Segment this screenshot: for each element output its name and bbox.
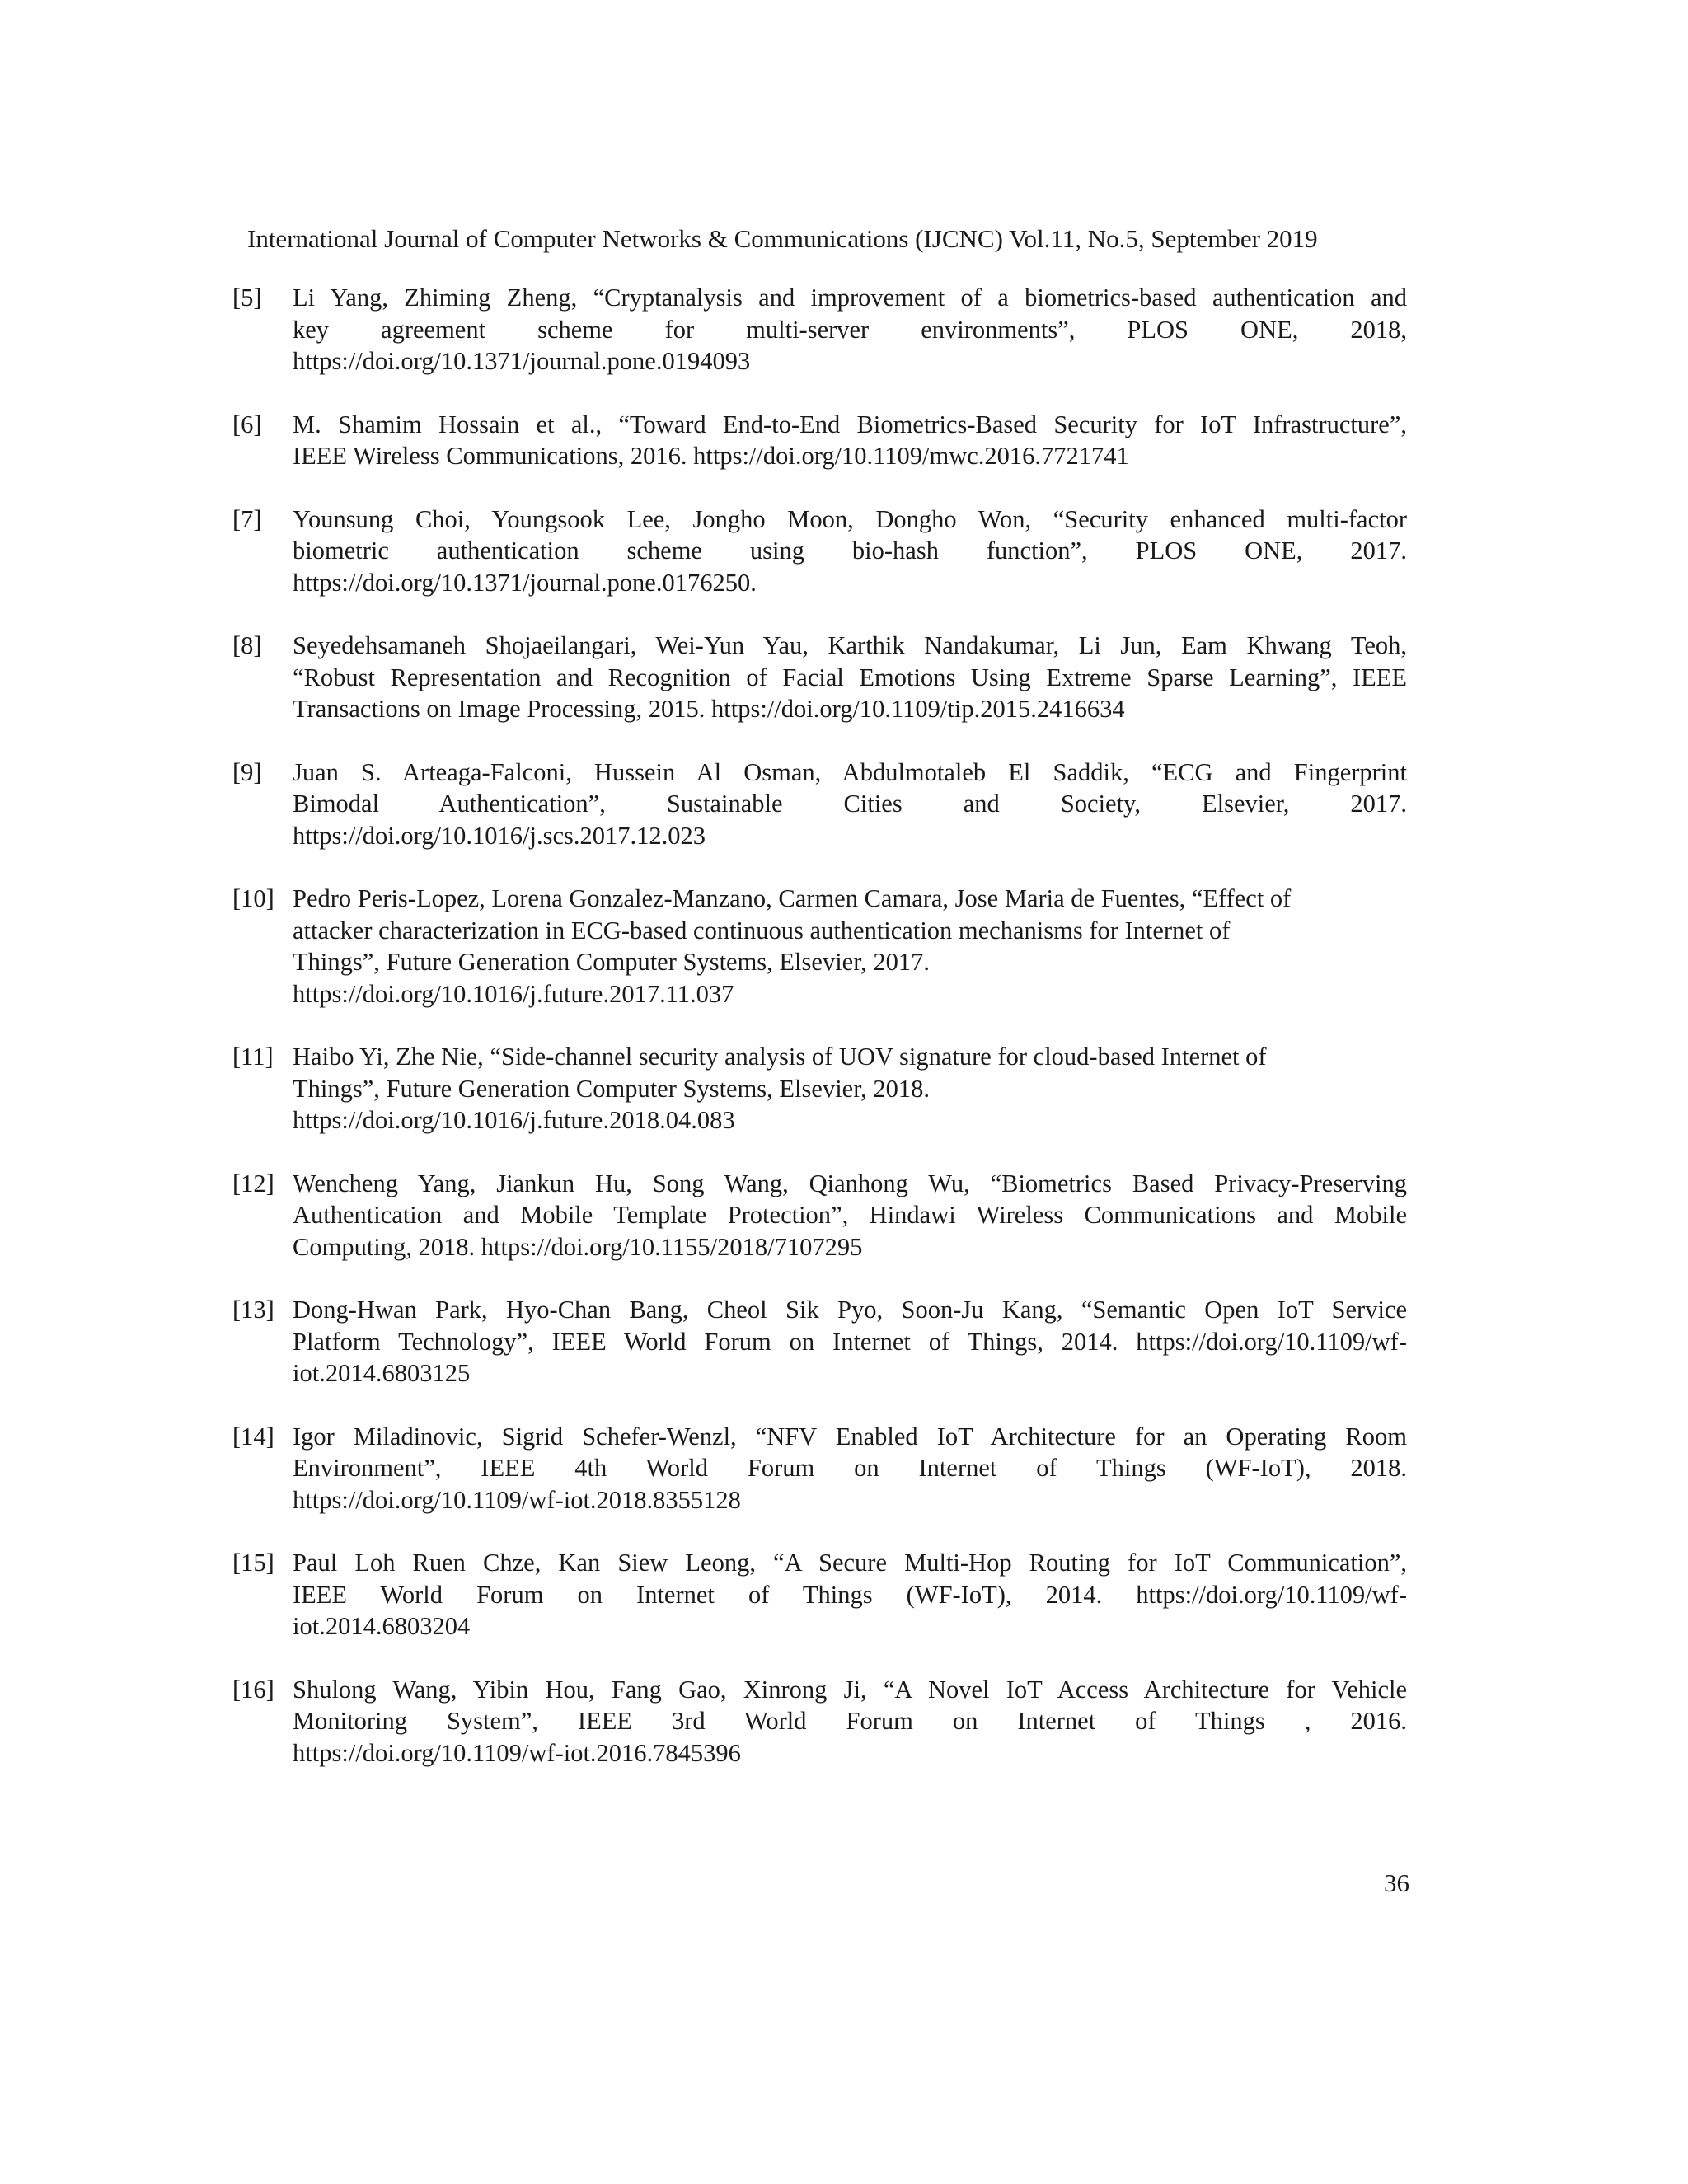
reference-number: [9] (232, 757, 262, 786)
reference-number: [12] (232, 1169, 274, 1197)
reference-text (293, 883, 1407, 1010)
reference-text (293, 757, 1407, 852)
reference-line[interactable]: https://doi.org/10.1016/j.future.2018.04.083 (293, 1106, 735, 1134)
reference-line[interactable]: https://doi.org/10.1016/j.future.2017.11.037 (293, 979, 734, 1008)
reference-item (232, 757, 1407, 852)
reference-line: biometric authentication scheme using bio-hash function”, PLOS ONE, 2017. (293, 537, 1407, 565)
reference-line: iot.2014.6803204 (293, 1612, 471, 1640)
reference-number: [13] (232, 1296, 274, 1324)
reference-line: M. Shamim Hossain et al., “Toward End-to-End Biometrics-Based Security for IoT Infrastructure”, (293, 410, 1407, 438)
reference-item (232, 282, 1407, 377)
reference-number: [14] (232, 1422, 274, 1451)
reference-item (232, 1168, 1407, 1263)
running-header: International Journal of Computer Networks & Communications (IJCNC) Vol.11, No.5, September 2019 (247, 224, 1318, 253)
reference-text (293, 1547, 1407, 1643)
reference-line: Bimodal Authentication”, Sustainable Cities and Society, Elsevier, 2017. (293, 790, 1407, 818)
reference-text (293, 1421, 1407, 1516)
reference-line: “Robust Representation and Recognition of Facial Emotions Using Extreme Sparse Learning”, IEEE (293, 663, 1407, 691)
reference-line: Wencheng Yang, Jiankun Hu, Song Wang, Qianhong Wu, “Biometrics Based Privacy-Preserving (293, 1169, 1407, 1197)
reference-text (293, 1041, 1407, 1137)
reference-item (232, 883, 1407, 1010)
reference-line: Environment”, IEEE 4th World Forum on Internet of Things (WF-IoT), 2018. (293, 1454, 1407, 1482)
reference-number: [5] (232, 284, 262, 312)
reference-text (293, 504, 1407, 599)
reference-line: Shulong Wang, Yibin Hou, Fang Gao, Xinrong Ji, “A Novel IoT Access Architecture for Vehicle (293, 1675, 1407, 1704)
reference-item (232, 1674, 1407, 1769)
reference-line: iot.2014.6803125 (293, 1359, 471, 1387)
reference-line: Seyedehsamaneh Shojaeilangari, Wei-Yun Yau, Karthik Nandakumar, Li Jun, Eam Khwang Teoh, (293, 631, 1407, 659)
reference-line: Things”, Future Generation Computer Systems, Elsevier, 2017. (293, 948, 931, 976)
reference-list (232, 282, 1407, 1800)
reference-text (293, 1294, 1407, 1390)
reference-line: Li Yang, Zhiming Zheng, “Cryptanalysis and improvement of a biometrics-based authentication and (293, 284, 1407, 312)
reference-line[interactable]: IEEE Wireless Communications, 2016. https://doi.org/10.1109/mwc.2016.7721741 (293, 442, 1129, 470)
reference-number: [11] (232, 1043, 274, 1071)
reference-number: [8] (232, 631, 262, 659)
reference-line: key agreement scheme for multi-server environments”, PLOS ONE, 2018, (293, 315, 1407, 344)
reference-number: [7] (232, 504, 262, 533)
reference-line[interactable]: Computing, 2018. https://doi.org/10.1155/2018/7107295 (293, 1232, 863, 1261)
reference-number: [16] (232, 1675, 274, 1704)
reference-number: [15] (232, 1549, 274, 1577)
reference-number: [6] (232, 410, 262, 438)
reference-line: Authentication and Mobile Template Protection”, Hindawi Wireless Communications and Mobile (293, 1201, 1407, 1229)
reference-item (232, 630, 1407, 725)
reference-text (293, 1168, 1407, 1263)
reference-item (232, 1547, 1407, 1643)
reference-item (232, 1294, 1407, 1390)
reference-item (232, 1041, 1407, 1137)
reference-item (232, 504, 1407, 599)
reference-line[interactable]: https://doi.org/10.1109/wf-iot.2018.8355128 (293, 1485, 741, 1514)
reference-text (293, 282, 1407, 377)
reference-line[interactable]: https://doi.org/10.1371/journal.pone.0176250. (293, 568, 757, 597)
reference-line[interactable]: https://doi.org/10.1371/journal.pone.0194093 (293, 347, 751, 375)
reference-line: Dong-Hwan Park, Hyo-Chan Bang, Cheol Sik Pyo, Soon-Ju Kang, “Semantic Open IoT Service (293, 1296, 1407, 1324)
page-number: 36 (1384, 1868, 1409, 1897)
reference-line: Things”, Future Generation Computer Systems, Elsevier, 2018. (293, 1074, 931, 1103)
reference-line[interactable]: Platform Technology”, IEEE World Forum on Internet of Things, 2014. https://doi.org/10.1109/wf- (293, 1327, 1407, 1356)
reference-line: Monitoring System”, IEEE 3rd World Forum on Internet of Things , 2016. (293, 1707, 1407, 1735)
reference-line[interactable]: IEEE World Forum on Internet of Things (WF-IoT), 2014. https://doi.org/10.1109/wf- (293, 1580, 1407, 1609)
reference-line: Igor Miladinovic, Sigrid Schefer-Wenzl, “NFV Enabled IoT Architecture for an Operating Room (293, 1422, 1407, 1451)
reference-line: Paul Loh Ruen Chze, Kan Siew Leong, “A Secure Multi-Hop Routing for IoT Communication”, (293, 1549, 1407, 1577)
reference-number: [10] (232, 884, 274, 912)
reference-item (232, 409, 1407, 472)
reference-line: Younsung Choi, Youngsook Lee, Jongho Moon, Dongho Won, “Security enhanced multi-factor (293, 504, 1407, 533)
reference-text (293, 1674, 1407, 1769)
reference-line: attacker characterization in ECG-based continuous authentication mechanisms for Internet of (293, 916, 1231, 944)
reference-item (232, 1421, 1407, 1516)
reference-line[interactable]: Transactions on Image Processing, 2015. https://doi.org/10.1109/tip.2015.2416634 (293, 695, 1125, 723)
reference-line: Juan S. Arteaga-Falconi, Hussein Al Osman, Abdulmotaleb El Saddik, “ECG and Fingerprint (293, 757, 1407, 786)
reference-text (293, 409, 1407, 472)
reference-line[interactable]: https://doi.org/10.1109/wf-iot.2016.7845396 (293, 1738, 741, 1767)
reference-text (293, 630, 1407, 725)
reference-line: Pedro Peris-Lopez, Lorena Gonzalez-Manzano, Carmen Camara, Jose Maria de Fuentes, “Effect of (293, 884, 1292, 912)
reference-line[interactable]: https://doi.org/10.1016/j.scs.2017.12.023 (293, 821, 706, 850)
reference-line: Haibo Yi, Zhe Nie, “Side-channel security analysis of UOV signature for cloud-based Internet of (293, 1043, 1267, 1071)
